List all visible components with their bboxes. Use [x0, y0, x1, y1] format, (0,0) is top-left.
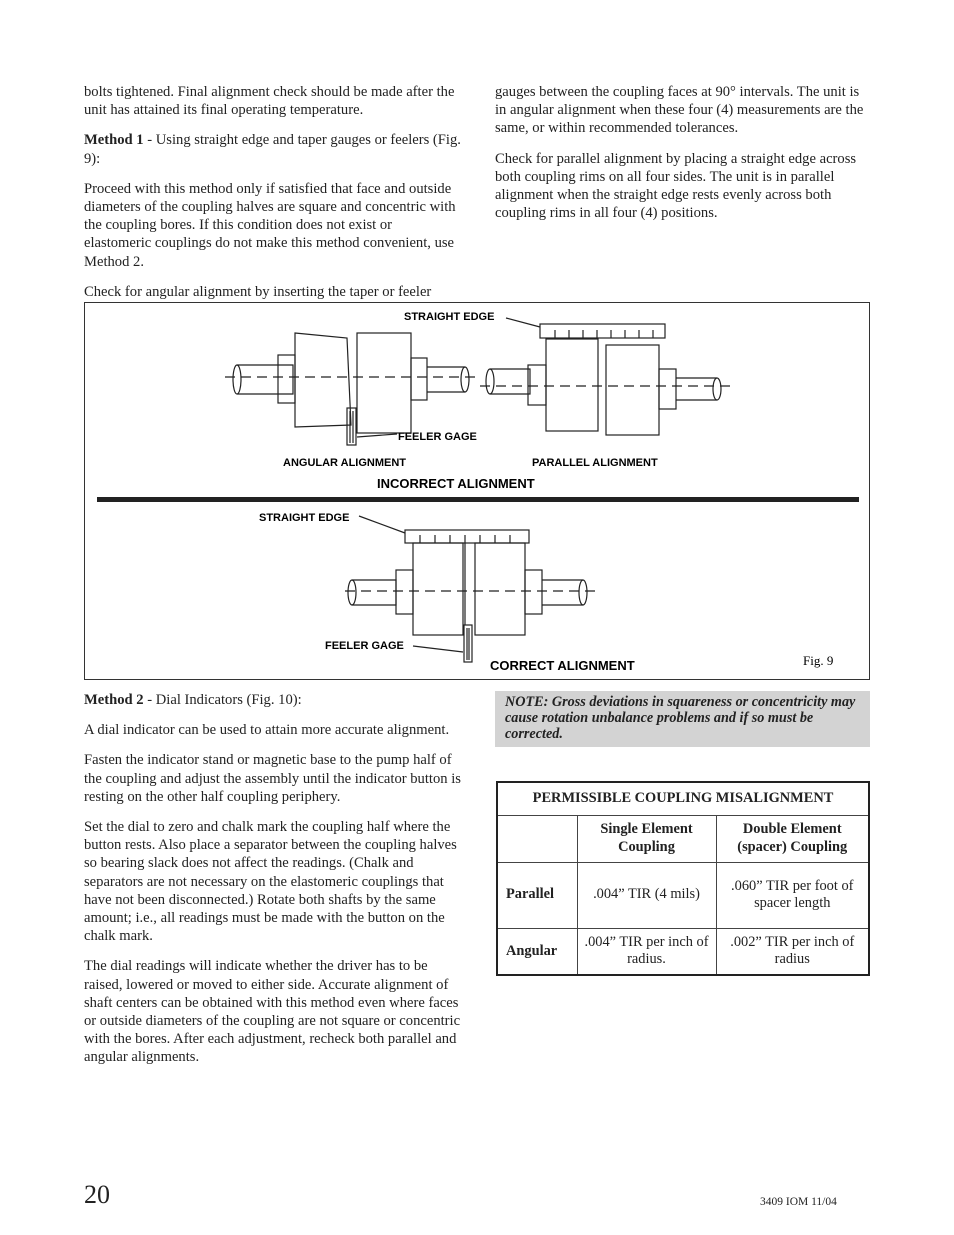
table-title: PERMISSIBLE COUPLING MISALIGNMENT — [497, 782, 869, 815]
method2-label: Method 2 — [84, 692, 144, 708]
paragraph: Check for angular alignment by inserting the taper or feeler — [84, 283, 432, 300]
straight-edge-label-bottom: STRAIGHT EDGE — [259, 512, 350, 524]
paragraph: Set the dial to zero and chalk mark the coupling half where the button rests. Also place a separator between the coupling halves so bearing slack does not affect the readings. (Chalk and separators are not necessary on the elastomeric couplings that have not been disconnected.) Rotate both shafts by the same amount; i.e., all readings must be made with the button on the chalk mark. — [84, 819, 457, 945]
method1-label: Method 1 — [84, 132, 144, 149]
paragraph: bolts tightened. Final alignment check should be made after the unit has attained its final operating temperature. — [84, 84, 455, 119]
page-number: 20 — [84, 1180, 110, 1209]
figure-number: Fig. 9 — [803, 653, 834, 668]
incorrect-alignment-title: INCORRECT ALIGNMENT — [377, 476, 535, 491]
paragraph: gauges between the coupling faces at 90° intervals. The unit is in angular alignment when these four (4) measurements are the same, or within recommended tolerances. — [495, 84, 864, 137]
table-header-row — [497, 815, 869, 862]
method2-paragraph — [84, 691, 462, 709]
paragraph: Proceed with this method only if satisfied that face and outside diameters of the coupling halves are square and concentric with the coupling bores. If this condition does not exist or elastomeric couplings do not make this method convenient, use Method 2. — [84, 180, 456, 270]
parallel-alignment-drawing — [480, 318, 730, 435]
section-divider — [97, 497, 859, 502]
feeler-gage-label-bottom: FEELER GAGE — [325, 640, 404, 652]
method2-text: - Dial Indicators (Fig. 10): — [143, 692, 302, 708]
cell-single: .004” TIR per inch of radius. — [577, 928, 716, 975]
row-label: Angular — [497, 928, 577, 975]
angular-alignment-drawing — [225, 333, 475, 445]
paragraph: The dial readings will indicate whether the driver has to be raised, lowered or moved to either side. Accurate alignment of shaft centers can be obtained with this method even where faces or outside diameters of the coupling are not square or concentric with the bores. After each adjustment, recheck both parallel and angular alignments. — [84, 958, 461, 1066]
paragraph: A dial indicator can be used to attain more accurate alignment. — [84, 722, 450, 739]
paragraph: Check for parallel alignment by placing a straight edge across both coupling rims on all four sides. The unit is in parallel alignment when the straight edge rests evenly across both coupling rims in all four (4) positions. — [495, 150, 857, 222]
cell-double: .060” TIR per foot of spacer length — [716, 862, 869, 928]
correct-alignment-title: CORRECT ALIGNMENT — [490, 658, 635, 673]
table-row — [497, 862, 869, 928]
right-column-top — [495, 83, 865, 234]
method1-paragraph — [84, 131, 462, 167]
parallel-alignment-label: PARALLEL ALIGNMENT — [532, 457, 658, 469]
table-title-row — [497, 782, 869, 815]
note-box: NOTE: Gross deviations in squareness or concentricity may cause rotation unbalance problems and if so must be corrected. — [495, 691, 870, 747]
left-column-bottom — [84, 691, 462, 1079]
row-label: Parallel — [497, 862, 577, 928]
table-row — [497, 928, 869, 975]
method1-text: - Using straight edge and taper gauges or feelers (Fig. 9): — [84, 132, 461, 167]
figure-9 — [84, 302, 870, 680]
angular-alignment-label: ANGULAR ALIGNMENT — [283, 457, 407, 469]
header-single-element: Single Element Coupling — [577, 815, 716, 862]
document-code: 3409 IOM 11/04 — [760, 1196, 837, 1208]
table-corner-cell — [497, 815, 577, 862]
alignment-diagram — [85, 303, 871, 681]
misalignment-table — [496, 781, 870, 976]
straight-edge-label-top: STRAIGHT EDGE — [404, 311, 495, 323]
feeler-gage-label-top: FEELER GAGE — [398, 431, 477, 443]
left-column-top — [84, 83, 462, 313]
cell-single: .004” TIR (4 mils) — [577, 862, 716, 928]
header-double-element: Double Element (spacer) Coupling — [716, 815, 869, 862]
paragraph: Fasten the indicator stand or magnetic base to the pump half of the coupling and adjust the assembly until the indicator button is resting on the other half coupling periphery. — [84, 752, 461, 805]
cell-double: .002” TIR per inch of radius — [716, 928, 869, 975]
